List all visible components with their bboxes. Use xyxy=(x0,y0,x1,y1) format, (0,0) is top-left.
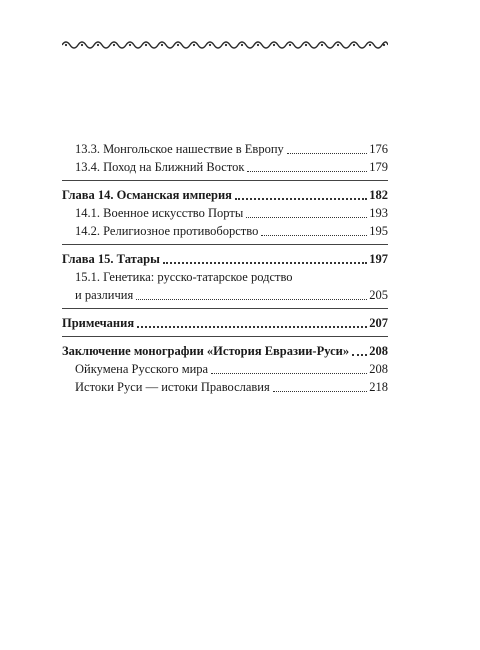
dot-leader xyxy=(352,354,367,356)
section-divider xyxy=(62,336,388,337)
toc-entry-14-2[interactable] xyxy=(62,222,388,240)
section-divider xyxy=(62,180,388,181)
section-divider xyxy=(62,308,388,309)
toc-entry-page: 179 xyxy=(369,160,388,174)
dot-leader xyxy=(136,299,367,300)
toc-entry-oikumena[interactable] xyxy=(62,360,388,378)
dot-leader xyxy=(247,171,367,172)
toc-chapter-page: 197 xyxy=(369,252,388,266)
toc-notes[interactable] xyxy=(62,314,388,332)
toc-entry-label: 14.1. Военное искусство Порты xyxy=(75,206,244,220)
toc-entry-label: и различия xyxy=(75,288,134,302)
toc-entry-page: 176 xyxy=(369,142,388,156)
toc-entry-page: 208 xyxy=(369,362,388,376)
dot-leader xyxy=(246,217,367,218)
toc-chapter-page: 182 xyxy=(369,188,388,202)
toc-entry-14-1[interactable] xyxy=(62,204,388,222)
toc-entry-15-1-line2[interactable] xyxy=(62,286,388,304)
dot-leader xyxy=(273,391,367,392)
dot-leader xyxy=(211,373,367,374)
toc-entry-13-4[interactable] xyxy=(62,158,388,176)
toc-entry-page: 205 xyxy=(369,288,388,302)
table-of-contents xyxy=(62,140,388,396)
toc-conclusion-page: 208 xyxy=(369,344,388,358)
toc-entry-label: Ойкумена Русского мира xyxy=(75,362,209,376)
dot-leader xyxy=(287,153,367,154)
toc-entry-page: 195 xyxy=(369,224,388,238)
decorative-ornament-border xyxy=(62,40,388,50)
toc-chapter-label: Глава 14. Османская империя xyxy=(62,188,232,202)
dot-leader xyxy=(137,326,367,328)
section-divider xyxy=(62,244,388,245)
toc-entry-label: Истоки Руси — истоки Православия xyxy=(75,380,270,394)
toc-conclusion-label: Заключение монографии «История Евразии-Руси» xyxy=(62,344,350,358)
dot-leader xyxy=(235,198,367,200)
toc-conclusion[interactable] xyxy=(62,342,388,360)
dot-leader xyxy=(163,262,367,264)
toc-chapter-14[interactable] xyxy=(62,186,388,204)
toc-notes-label: Примечания xyxy=(62,316,135,330)
toc-entry-15-1-line1[interactable]: 15.1. Генетика: русско-татарское родство xyxy=(75,270,293,284)
toc-entry-page: 218 xyxy=(369,380,388,394)
toc-notes-page: 207 xyxy=(369,316,388,330)
toc-entry-label: 13.3. Монгольское нашествие в Европу xyxy=(75,142,284,156)
toc-entry-label: 14.2. Религиозное противоборство xyxy=(75,224,259,238)
toc-chapter-label: Глава 15. Татары xyxy=(62,252,160,266)
toc-entry-page: 193 xyxy=(369,206,388,220)
toc-chapter-15[interactable] xyxy=(62,250,388,268)
toc-entry-istoki[interactable] xyxy=(62,378,388,396)
toc-entry-label: 13.4. Поход на Ближний Восток xyxy=(75,160,245,174)
dot-leader xyxy=(261,235,367,236)
toc-entry-13-3[interactable] xyxy=(62,140,388,158)
